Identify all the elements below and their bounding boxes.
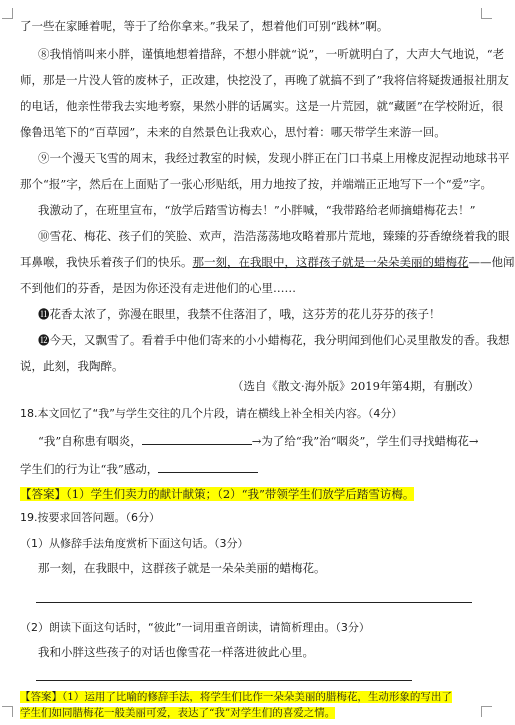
question-19-stem: 19.按要求回答问题。（6分）	[20, 511, 160, 524]
crop-mark-bottom-left	[2, 706, 13, 717]
paragraph-11-line: ⓫花香太浓了，弥漫在眼里，我禁不住落泪了，哦，这芬芳的花儿芬芬的孩子！	[38, 307, 441, 321]
question-19-answer-line	[20, 706, 335, 720]
underlined-sentence: 那一刻，在我眼中，这群孩子就是一朵朵美丽的蜡梅花	[192, 255, 469, 269]
answer-line-1[interactable]	[36, 602, 472, 603]
answer-blank-2[interactable]	[158, 460, 258, 473]
paragraph-10-line: ⑩雪花、梅花、孩子们的笑脸、欢声，浩浩荡荡地攻略着那片荒地，臻臻的芬香缭绕着我的眼	[38, 229, 510, 243]
question-18-answer	[20, 486, 414, 502]
crop-mark-top-right	[481, 8, 492, 19]
q18-text-b: →为了给“我”治“咽炎”，学生们寻找蜡梅花→	[251, 434, 479, 448]
paragraph-8-line: 的电话，他亲性带我去实地考察，果然小胖的话属实。这是一片荒园，就“藏匿”在学校附近，很	[20, 99, 504, 113]
answer-line-2[interactable]	[36, 680, 412, 681]
paragraph-9-line: 那个“报”字，然后在上面贴了一张心形贴纸，用力地按了按，并端端正正地写下一个“爱”字。	[20, 177, 493, 191]
q19-answer-highlight: 【答案】（1）运用了比喻的修辞手法，将学生们比作一朵朵美丽的腊梅花，生动形象的写出了	[20, 691, 452, 703]
paragraph-9-line: ⑨一个漫天飞雪的周末，我经过教室的时候，发现小胖正在门口书桌上用橡皮泥捏动地球书平	[38, 151, 510, 165]
paragraph-12-line: ⓬今天，又飘雪了。看着手中他们寄来的小小蜡梅花，我分明闻到他们心灵里散发的香。我想	[38, 333, 510, 347]
question-18-line-1	[38, 432, 479, 449]
paragraph-10-line	[20, 254, 515, 270]
q18-answer-highlight: 【答案】（1）学生们卖力的献计献策；（2）“我”带领学生们放学后踏雪访梅。	[20, 487, 415, 501]
paragraph-10-text-end: ——他闻	[468, 255, 515, 269]
paragraph-8-line: 师，那是一片没人管的废林子，正改建，快挖没了，再晚了就搞不到了”我将信将疑拨通报社朋友	[20, 73, 509, 87]
q18-text-c: 学生们的行为让“我”感动，	[20, 462, 159, 476]
paragraph-9-line: 我激动了，在班里宣布，“放学后踏雪访梅去！”小胖喊，“我带路给老师摘蜡梅花去！”	[38, 203, 476, 217]
passage-line: 了一些在家睡着呢，等于了给你拿来。”我呆了，想着他们可别“践林”啊。	[20, 19, 389, 33]
question-19-sub-2: （2）朗读下面这句话时，“彼此”一词用重音朗读，请简析理由。（3分）	[20, 621, 370, 634]
question-18-line-2	[20, 460, 258, 477]
q18-text-a: “我”自称患有咽炎，	[38, 434, 142, 448]
q19-answer-highlight: 学生们如同腊梅花一般美丽可爱，表达了“我”对学生们的喜爱之情。	[20, 707, 336, 719]
question-19-quote-2: 我和小胖这些孩子的对话也像雪花一样落进彼此心里。	[38, 645, 314, 659]
crop-mark-top-left	[2, 8, 13, 19]
paragraph-12-line: 说，此刻，我陶醉。	[20, 359, 124, 373]
question-18-stem: 18.本文回忆了“我”与学生交往的几个片段，请在横线上补全相关内容。（4分）	[20, 407, 403, 420]
question-19-sub-1: （1）从修辞手法角度赏析下面这句话。（3分）	[20, 537, 249, 550]
paragraph-8-line: 像鲁迅笔下的“百草园”，未来的自然景色让我欢心，思忖着：哪天带学生来游一回。	[20, 125, 446, 139]
crop-mark-bottom-right	[481, 706, 492, 717]
paragraph-10-text: 耳鼻喉，我快乐着孩子们的快乐。	[20, 255, 193, 269]
question-19-answer-line	[20, 690, 452, 704]
paragraph-10-line: 不到他们的芬香，是因为你还没有走进他们的心里……	[20, 281, 296, 295]
source-citation: （选自《散文·海外版》2019年第4期，有删改）	[232, 379, 480, 393]
answer-blank-1[interactable]	[142, 432, 252, 445]
question-19-quote-1: 那一刻，在我眼中，这群孩子就是一朵朵美丽的蜡梅花。	[38, 561, 326, 575]
paragraph-8-line: ⑧我悄悄叫来小胖，谨慎地想着措辞，不想小胖就“说”，一听就明白了，大声大气地说，“老	[38, 47, 505, 61]
